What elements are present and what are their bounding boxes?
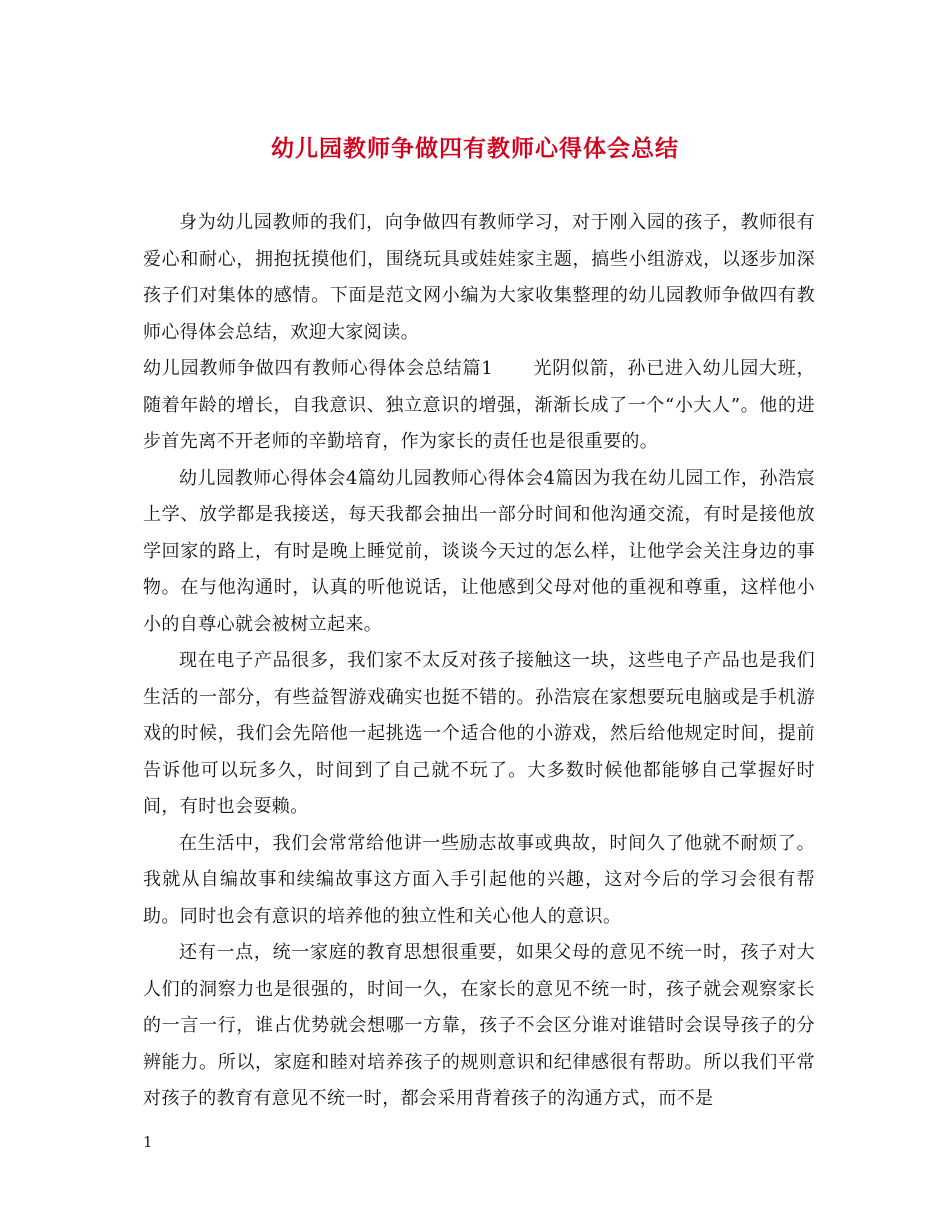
section-heading: 幼儿园教师争做四有教师心得体会总结篇1 (143, 358, 494, 379)
document-body (143, 205, 815, 1118)
body-paragraph-electronics: 现在电子产品很多，我们家不太反对孩子接触这一块，这些电子产品也是我们生活的一部分，有些益智游戏确实也挺不错的。孙浩宸在家想要玩电脑或是手机游戏的时候，我们会先陪他一起挑选一个适合他的小游戏，然后给他规定时间，提前告诉他可以玩多久，时间到了自己就不玩了。大多数时候他都能够自己掌握好时间，有时也会耍赖。 (143, 650, 815, 817)
section-paragraph (143, 351, 815, 461)
intro-paragraph: 身为幼儿园教师的我们，向争做四有教师学习，对于刚入园的孩子，教师很有爱心和耐心，拥抱抚摸他们，围绕玩具或娃娃家主题，搞些小组游戏，以逐步加深孩子们对集体的感情。下面是范文网小编为大家收集整理的幼儿园教师争做四有教师心得体会总结，欢迎大家阅读。 (143, 212, 815, 343)
page-number: 1 (143, 1133, 153, 1151)
body-paragraph-stories: 在生活中，我们会常常给他讲一些励志故事或典故，时间久了他就不耐烦了。我就从自编故事和续编故事这方面入手引起他的兴趣，这对今后的学习会很有帮助。同时也会有意识的培养他的独立性和关心他人的意识。 (143, 832, 815, 927)
section-text: 光阴似箭，孙已进入幼儿园大班，随着年龄的增长，自我意识、独立意识的增强，渐渐长成了一个“小大人”。他的进步首先离不开老师的辛勤培育，作为家长的责任也是很重要的。 (143, 358, 815, 452)
document-title: 幼儿园教师争做四有教师心得体会总结 (271, 135, 679, 162)
body-paragraph-family: 还有一点，统一家庭的教育思想很重要，如果父母的意见不统一时，孩子对大人们的洞察力也是很强的，时间一久，在家长的意见不统一时，孩子就会观察家长的一言一行，谁占优势就会想哪一方靠，孩子不会区分谁对谁错时会误导孩子的分辨能力。所以，家庭和睦对培养孩子的规则意识和纪律感很有帮助。所以我们平常对孩子的教育有意见不统一时，都会采用背着孩子的沟通方式，而不是 (143, 942, 815, 1109)
body-paragraph-communication: 幼儿园教师心得体会4篇幼儿园教师心得体会4篇因为我在幼儿园工作，孙浩宸上学、放学都是我接送，每天我都会抽出一部分时间和他沟通交流，有时是接他放学回家的路上，有时是晚上睡觉前，谈谈今天过的怎么样，让他学会关注身边的事物。在与他沟通时，认真的听他说话，让他感到父母对他的重视和尊重，这样他小小的自尊心就会被树立起来。 (143, 467, 815, 635)
